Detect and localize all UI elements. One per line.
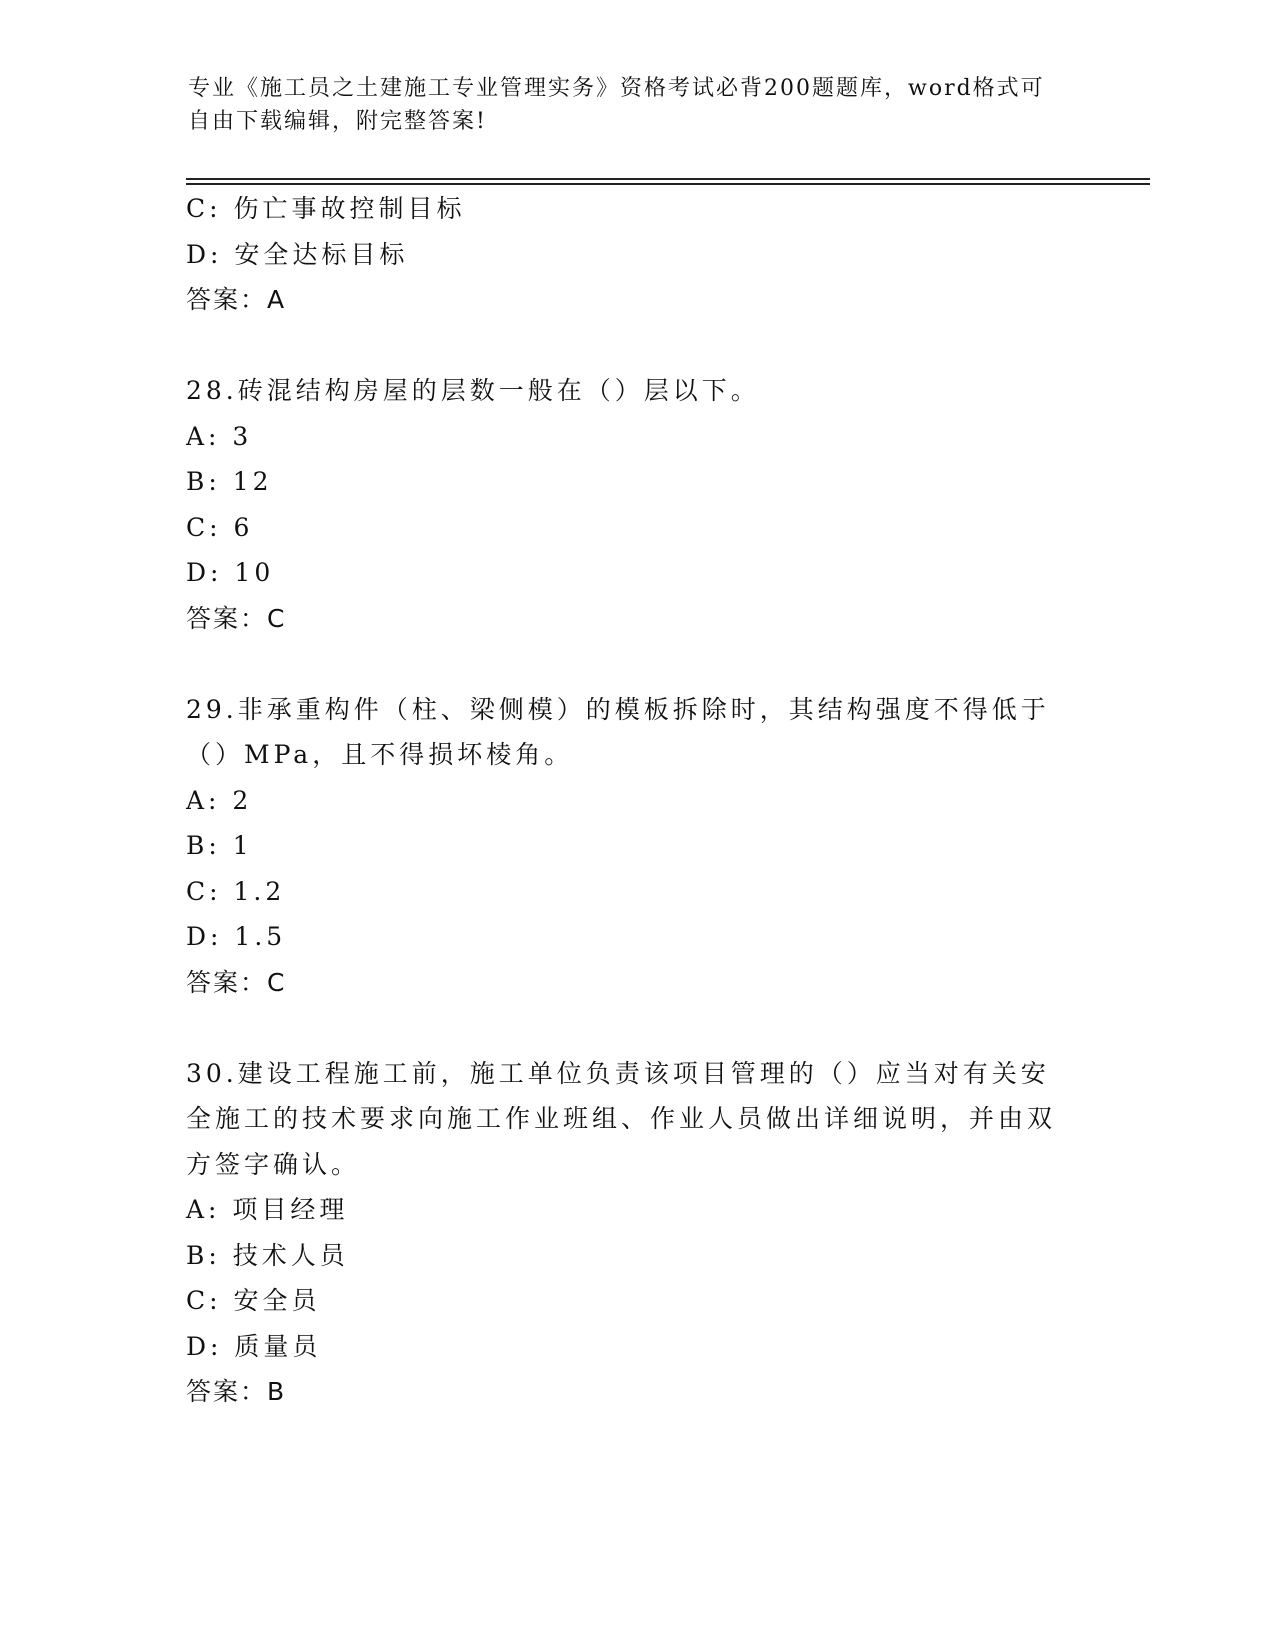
option-d: D: 质量员 (186, 1331, 322, 1361)
previous-question-tail (186, 186, 1086, 323)
option-b: B: 1 (186, 831, 253, 860)
option-b: B: 技术人员 (186, 1240, 349, 1270)
answer-line: 答案：A (186, 285, 287, 314)
option-a: A: 3 (186, 421, 253, 451)
option-a: A: 项目经理 (186, 1195, 349, 1224)
spacer (186, 641, 1086, 687)
option-c: C: 1.2 (186, 876, 286, 906)
option-b: B: 12 (186, 467, 273, 496)
spacer (186, 1005, 1086, 1051)
option-d: D: 安全达标目标 (186, 239, 409, 269)
question-28 (186, 368, 1086, 641)
question-stem: 30.建设工程施工前，施工单位负责该项目管理的（）应当对有关安全施工的技术要求向施工作业班组、作业人员做出详细说明，并由双方签字确认。 (186, 1058, 1057, 1179)
document-header: 专业《施工员之土建施工专业管理实务》资格考试必背200题题库，word格式可自由下载编辑，附完整答案! (188, 76, 1045, 134)
option-c: C: 伤亡事故控制目标 (186, 194, 466, 223)
answer-line: 答案：C (186, 967, 287, 997)
option-a: A: 2 (186, 785, 253, 815)
header-divider-bottom (186, 183, 1150, 185)
question-30 (186, 1051, 1086, 1415)
question-list (186, 186, 1086, 1415)
question-stem: 29.非承重构件（柱、梁侧模）的模板拆除时，其结构强度不得低于（）MPa，且不得损坏棱角。 (186, 694, 1050, 769)
question-stem: 28.砖混结构房屋的层数一般在（）层以下。 (186, 376, 760, 405)
header-divider-top (186, 178, 1150, 180)
option-d: D: 10 (186, 558, 275, 587)
option-c: C: 安全员 (186, 1286, 321, 1315)
option-d: D: 1.5 (186, 922, 287, 951)
answer-line: 答案：B (186, 1377, 287, 1406)
answer-line: 答案：C (186, 603, 287, 633)
spacer (186, 323, 1086, 369)
question-29 (186, 687, 1086, 1006)
option-c: C: 6 (186, 512, 254, 542)
